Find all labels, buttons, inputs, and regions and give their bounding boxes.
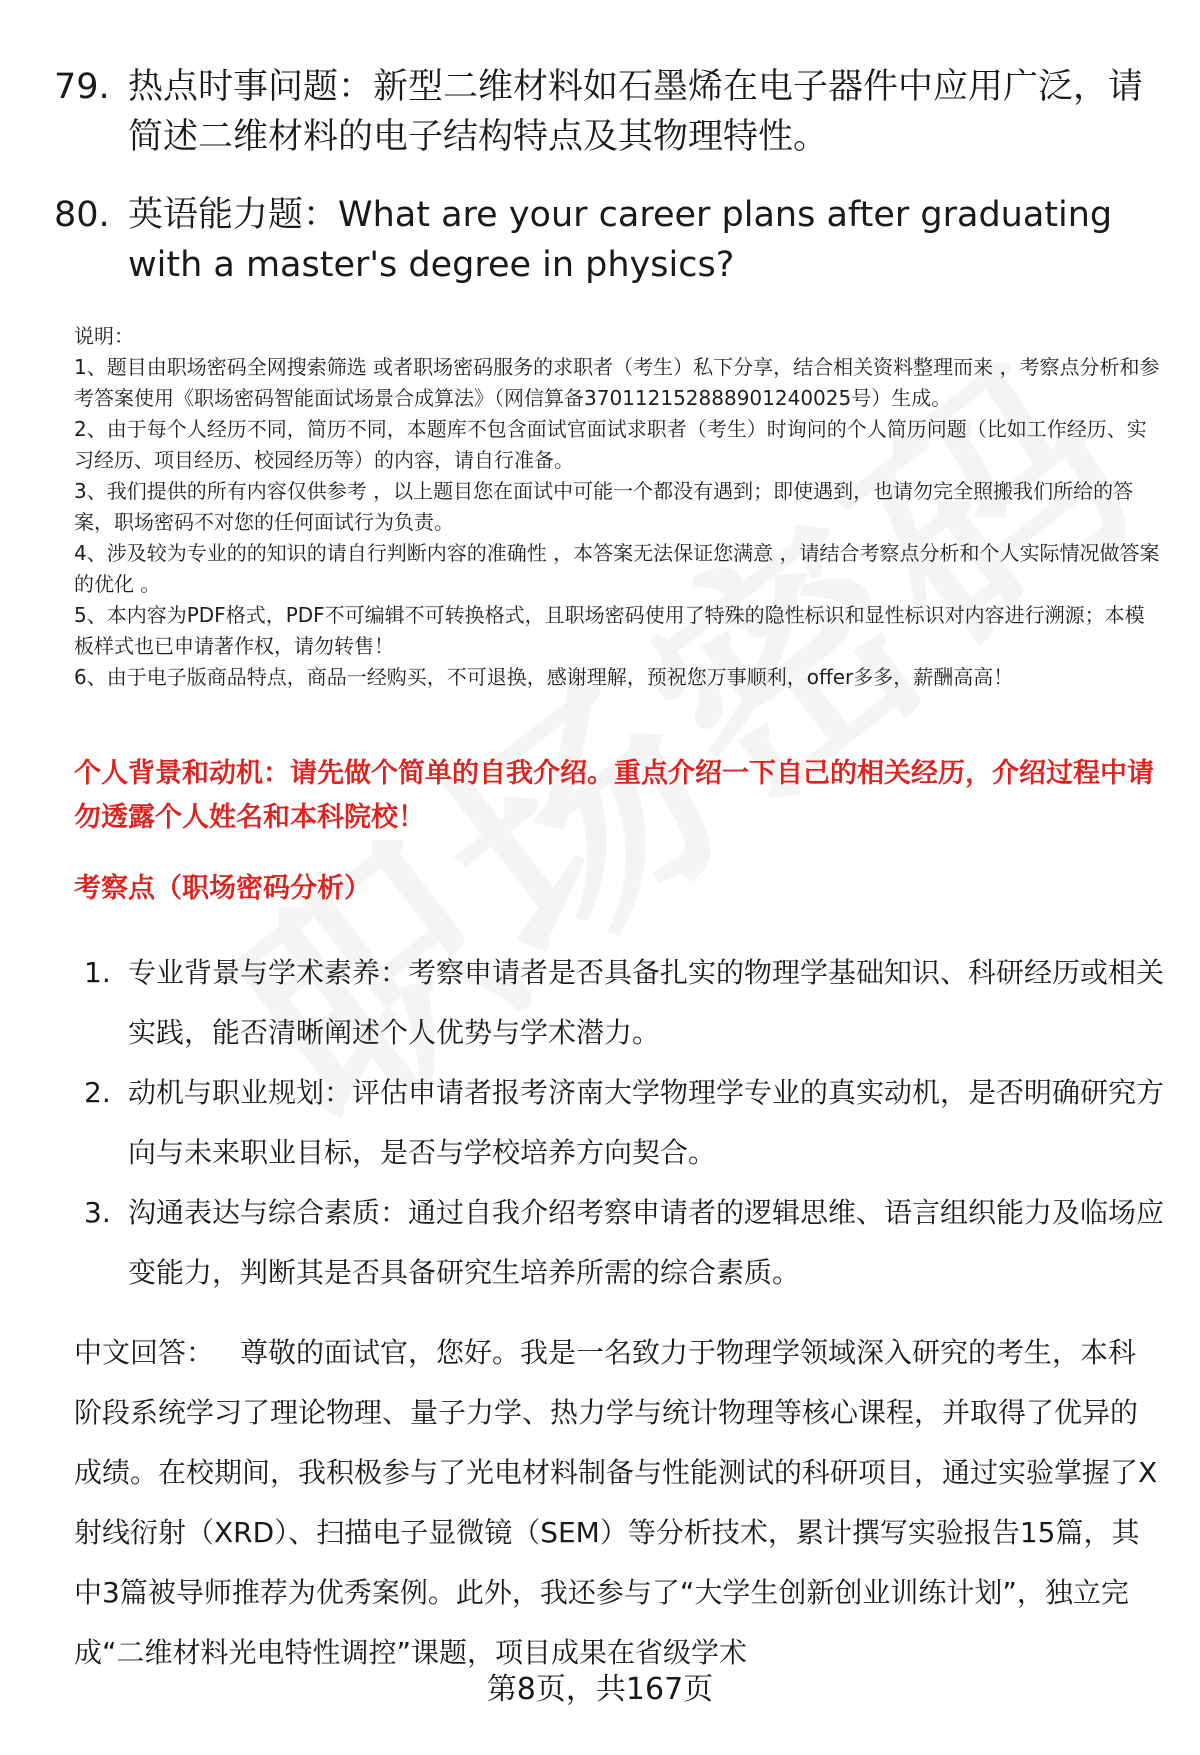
question-text: 英语能力题：What are your career plans after graduating with a master's degree in physics? bbox=[128, 195, 1113, 285]
point-text: 专业背景与学术素养：考察申请者是否具备扎实的物理学基础知识、科研经历或相关实践，能否清晰阐述个人优势与学术潜力。 bbox=[128, 956, 1165, 1049]
point-text: 动机与职业规划：评估申请者报考济南大学物理学专业的真实动机，是否明确研究方向与未来职业目标，是否与学校培养方向契合。 bbox=[128, 1076, 1165, 1169]
note-item: 3、我们提供的所有内容仅供参考 ，以上题目您在面试中可能一个都没有遇到；即使遇到，也请勿完全照搬我们所给的答案，职场密码不对您的任何面试行为负责。 bbox=[74, 479, 1134, 534]
section-question-heading: 个人背景和动机：请先做个简单的自我介绍。重点介绍一下自己的相关经历，介绍过程中请勿透露个人姓名和本科院校！ bbox=[74, 758, 1154, 833]
point-number: 2. bbox=[84, 1076, 111, 1109]
disclaimer-notes bbox=[74, 321, 1164, 693]
question-text: 热点时事问题：新型二维材料如石墨烯在电子器件中应用广泛，请简述二维材料的电子结构特点及其物理特性。 bbox=[128, 67, 1144, 157]
note-item: 1、题目由职场密码全网搜索筛选 或者职场密码服务的求职者（考生）私下分享，结合相关资料整理而来 ，考察点分析和参考答案使用《职场密码智能面试场景合成算法》（网信算备370112152888901240025号）生成。 bbox=[74, 355, 1160, 410]
question-number: 79. bbox=[54, 67, 110, 107]
answer-text: 尊敬的面试官，您好。我是一名致力于物理学领域深入研究的考生，本科阶段系统学习了理论物理、量子力学、热力学与统计物理等核心课程，并取得了优异的成绩。在校期间，我积极参与了光电材料制备与性能测试的科研项目，通过实验掌握了X射线衍射（XRD）、扫描电子显微镜（SEM）等分析技术，累计撰写实验报告15篇，其中3篇被导师推荐为优秀案例。此外，我还参与了“大学生创新创业训练计划”，独立完成“二维材料光电特性调控”课题，项目成果在省级学术 bbox=[74, 1336, 1158, 1669]
page-number: 第8页，共167页 bbox=[486, 1672, 714, 1707]
note-item: 2、由于每个人经历不同，简历不同，本题库不包含面试官面试求职者（考生）时询问的个人简历问题（比如工作经历、实习经历、项目经历、校园经历等）的内容，请自行准备。 bbox=[74, 417, 1147, 472]
analysis-point bbox=[84, 1063, 1164, 1183]
analysis-point bbox=[84, 1183, 1164, 1303]
note-item: 4、涉及较为专业的的知识的请自行判断内容的准确性 ，本答案无法保证您满意 ，请结合考察点分析和个人实际情况做答案的优化 。 bbox=[74, 541, 1160, 596]
answer-label: 中文回答： bbox=[74, 1336, 215, 1369]
point-text: 沟通表达与综合素质：通过自我介绍考察申请者的逻辑思维、语言组织能力及临场应变能力，判断其是否具备研究生培养所需的综合素质。 bbox=[128, 1196, 1165, 1289]
chinese-answer bbox=[74, 1323, 1164, 1683]
analysis-points bbox=[84, 943, 1164, 1303]
point-number: 3. bbox=[84, 1196, 111, 1229]
analysis-point bbox=[84, 943, 1164, 1063]
point-number: 1. bbox=[84, 956, 111, 989]
note-item: 6、由于电子版商品特点，商品一经购买，不可退换，感谢理解，预祝您万事顺利，offer多多，薪酬高高！ bbox=[74, 665, 1014, 689]
question-number: 80. bbox=[54, 195, 110, 235]
analysis-title: 考察点（职场密码分析） bbox=[74, 873, 371, 904]
notes-title: 说明： bbox=[74, 324, 134, 348]
question-79 bbox=[54, 62, 1154, 162]
note-item: 5、本内容为PDF格式，PDF不可编辑不可转换格式，且职场密码使用了特殊的隐性标识和显性标识对内容进行溯源；本模板样式也已申请著作权，请勿转售！ bbox=[74, 603, 1145, 658]
question-80 bbox=[54, 190, 1154, 290]
